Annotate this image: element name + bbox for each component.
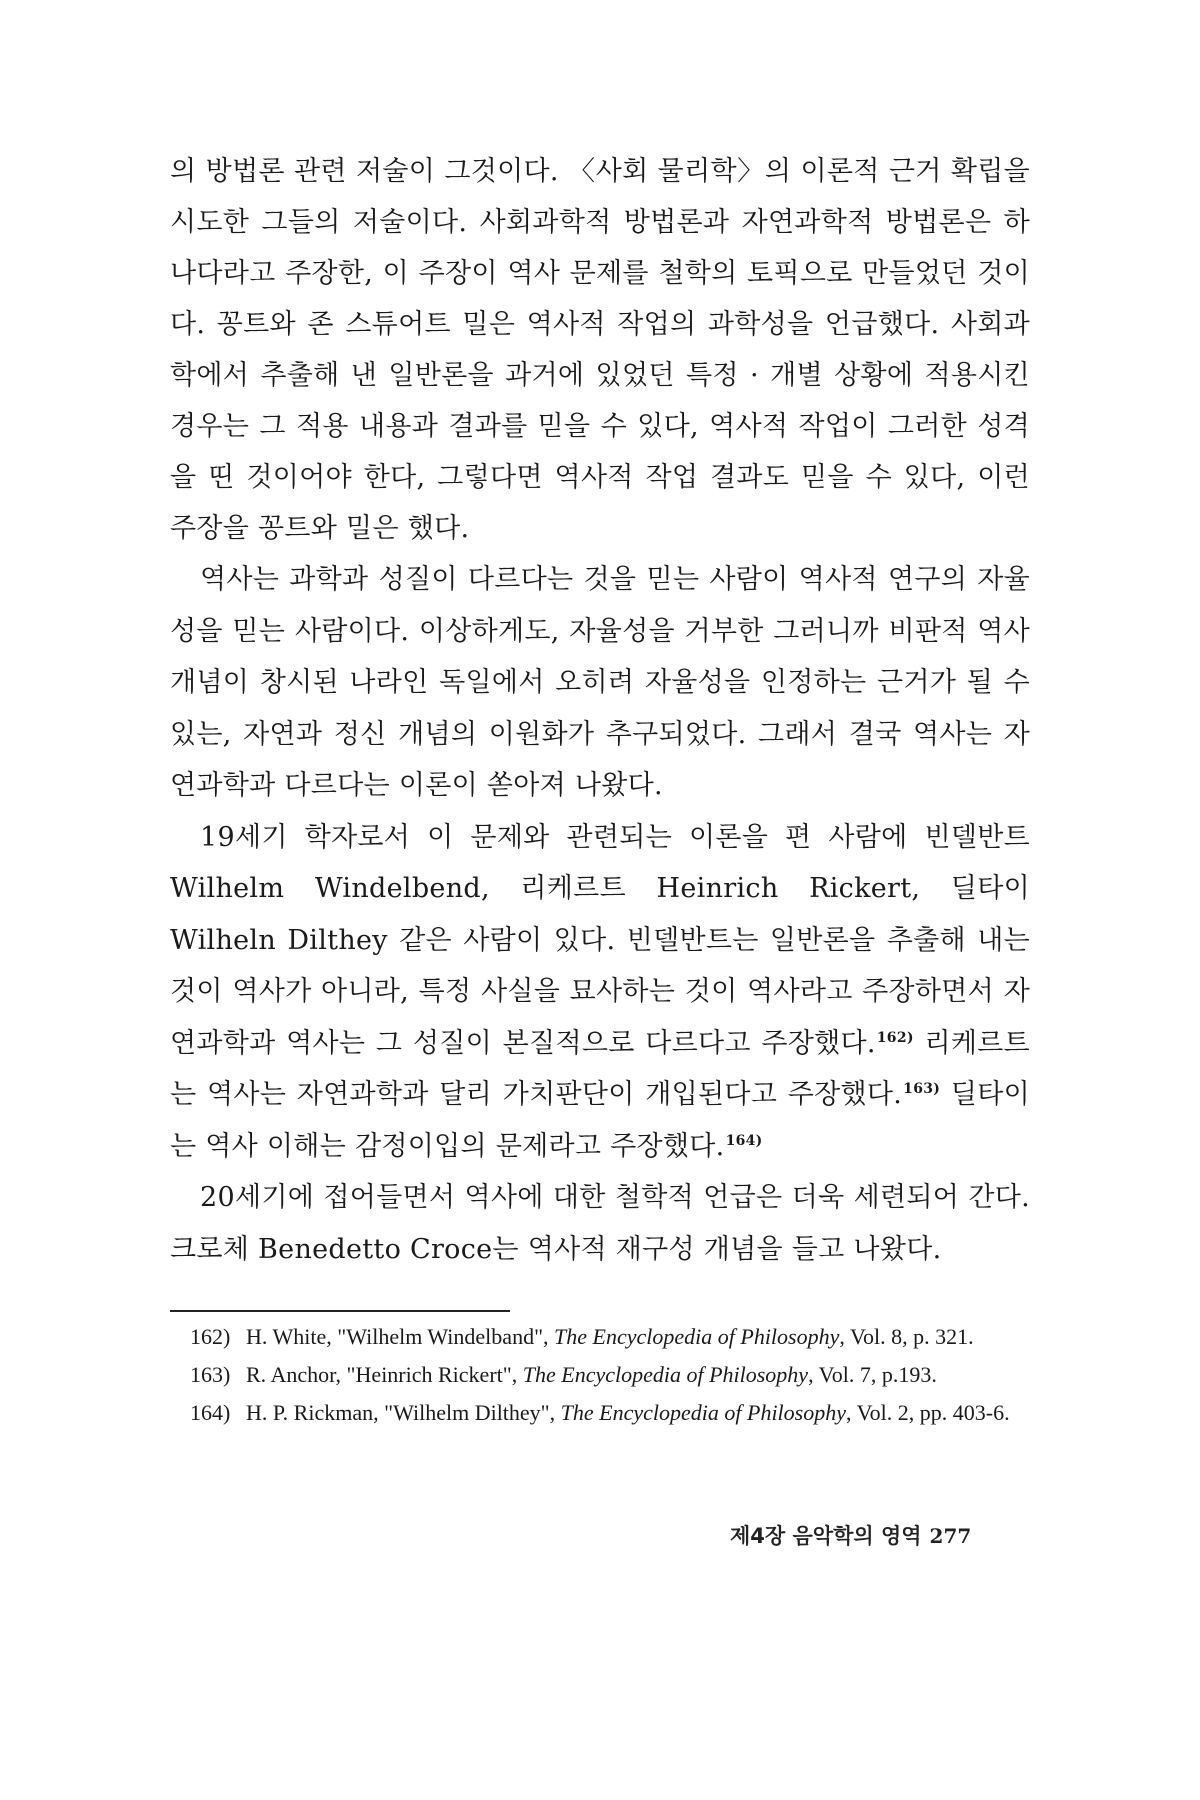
footnote-ref-163[interactable]: 163) (903, 1081, 941, 1097)
footnote-number: 163) (190, 1362, 231, 1387)
paragraph-1: 의 방법론 관련 저술이 그것이다. 〈사회 물리학〉의 이론적 근거 확립을 시도한 그들의 저술이다. 사회과학적 방법론과 자연과학적 방법론은 하나다라고 주장한, 이 주장이 역사 문제를 철학의 토픽으로 만들었던 것이다. 꽁트와 존 스튜어트 밀은 역사적 작업의 과학성을 언급했다. 사회과학에서 추출해 낸 일반론을 과거에 있었던 특정 · 개별 상황에 적용시킨 경우는 그 적용 내용과 결과를 믿을 수 있다, 역사적 작업이 그러한 성격을 띤 것이어야 한다, 그렇다면 역사적 작업 결과도 믿을 수 있다, 이런 주장을 꽁트와 밀은 했다. (170, 156, 1030, 544)
paragraph-3-text-a: 19세기 학자로서 이 문제와 관련되는 이론을 편 사람에 빈델반트 Wilhelm Windelbend, 리케르트 Heinrich Rickert, 딜타이 Wilheln Dilthey 같은 사람이 있다. 빈델반트는 일반론을 추출해 내는 것이 역사가 아니라, 특정 사실을 묘사하는 것이 역사라고 주장하면서 자연과학과 역사는 그 성질이 본질적으로 다르다고 주장했다. (170, 821, 1030, 1059)
paragraph-3-text-c: 딜타이는 역사 이해는 감정이입의 문제라고 주장했다. (170, 1079, 1031, 1162)
footnotes (190, 1318, 1030, 1432)
page-number: 277 (929, 1524, 972, 1548)
paragraph-4: 20세기에 접어들면서 역사에 대한 철학적 언급은 더욱 세련되어 간다. 크로체 Benedetto Croce는 역사적 재구성 개념을 들고 나왔다. (170, 1182, 1030, 1265)
footnote-number: 162) (190, 1324, 231, 1349)
footnote-text (246, 1318, 1030, 1355)
footnote-author: H. White, "Wilhelm Windelband", (246, 1324, 555, 1349)
paragraph-3-text-b: 리케르트는 역사는 자연과학과 달리 가치판단이 개입된다고 주장했다. (170, 1027, 1030, 1110)
paragraph-3 (170, 812, 1030, 1173)
footnote-author: R. Anchor, "Heinrich Rickert", (246, 1362, 523, 1387)
footnote-text (246, 1356, 1030, 1393)
footnote-source: The Encyclopedia of Philosophy (554, 1324, 840, 1349)
footnote-source: The Encyclopedia of Philosophy (522, 1362, 809, 1387)
body-text (170, 146, 1030, 1275)
footnote-detail: , Vol. 2, pp. 403-6. (846, 1400, 1010, 1425)
paragraph-2: 역사는 과학과 성질이 다르다는 것을 믿는 사람이 역사적 연구의 자율성을 믿는 사람이다. 이상하게도, 자율성을 거부한 그러니까 비판적 역사 개념이 창시된 나라인 독일에서 오히려 자율성을 인정하는 근거가 될 수 있는, 자연과 정신 개념의 이원화가 추구되었다. 그래서 결국 역사는 자연과학과 다르다는 이론이 쏟아져 나왔다. (170, 564, 1030, 801)
running-footer (730, 1520, 1030, 1550)
footnote-162 (190, 1318, 1030, 1355)
footnote-164 (190, 1394, 1030, 1431)
footnote-author: H. P. Rickman, "Wilhelm Dilthey", (246, 1400, 561, 1425)
chapter-title: 제4장 음악학의 영역 (730, 1524, 922, 1548)
footnote-text (246, 1394, 1030, 1431)
footnote-detail: , Vol. 7, p.193. (808, 1362, 937, 1387)
footnote-ref-162[interactable]: 162) (876, 1029, 914, 1046)
footnote-source: The Encyclopedia of Philosophy (560, 1400, 846, 1425)
footnote-divider (170, 1310, 510, 1312)
footnote-number: 164) (190, 1400, 231, 1425)
footnote-detail: , Vol. 8, p. 321. (839, 1324, 974, 1349)
footnote-ref-164[interactable]: 164) (725, 1132, 763, 1149)
footnote-163 (190, 1356, 1030, 1393)
